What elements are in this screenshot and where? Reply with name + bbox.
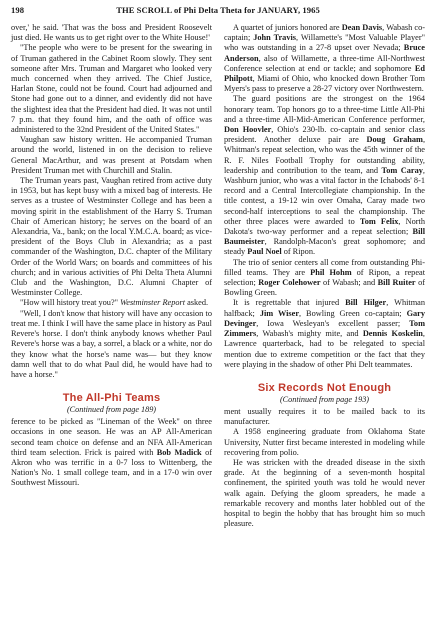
player-name: Don Hoovler	[224, 125, 272, 135]
player-name: Gary Devinger	[224, 308, 425, 328]
right-column	[224, 23, 425, 529]
paragraph: over,' he said. 'That was the boss and President Roosevelt just died. He wants us to get right over to the White House!'	[11, 23, 212, 43]
player-name: Paul Noel	[247, 247, 282, 257]
paragraph: "The people who were to be present for the swearing in of Truman gathered in the Cabinet Room slowly. They sent someone after Mrs. Truman and Margaret who looked very much concerned when they arrived. The Chief Justice, Harlan Stone, could not be found. Court had adjourned and Stone had gone out to a dinner, and evidently did not have the slightest idea that the President had died. It was not until 7 p.m. that they found him, and the oath of office was administered to the 32nd President of the United States."	[11, 43, 212, 135]
player-name: Bob Madick	[156, 447, 202, 457]
left-column	[11, 23, 212, 529]
continued-note: (Continued from page 189)	[66, 405, 157, 415]
player-name: Dean Davis	[341, 23, 383, 32]
player-name: Tom Felix	[359, 216, 399, 226]
paragraph: The guard positions are the strongest on the 1964 honorary team. Top honors go to a three-time Little All-Phi and a three-time All-Mid-American Conference performer, Don Hoovler, Ohio's 230-lb. co-captain and senior class president. Another deluxe pair are Doug Graham, Whitman's repeat selection, who was the 45th winner of the R. F. Niles Football Trophy for outstanding ability, leadership and contribution to the team, and Tom Caray, Washburn junior, who was a vital factor in the Ichabods' 8-1 record and a Central Intercollegiate championship. In the title contest, a 19-12 win over Omaha, Caray made two second-half interceptions to seal the championship. The other three places were awarded to Tom Felix, North Dakota's two-way performer and a repeat selection; Bill Baumeister, Randolph-Macon's great sophomore; and steady Paul Noel of Ripon.	[224, 94, 426, 257]
paragraph: It is regrettable that injured Bill Hilger, Whitman halfback; Jim Wiser, Bowling Green co-captain; Gary Devinger, Iowa Wesleyan's excellent passer; Tom Zimmers, Wabash's mighty mite, and Dennis Koskelin, Lawrence quarterback, had to be relegated to special mention due to extreme competition or the fact that they were playing in the shadow of other Phi Delt teammates.	[224, 298, 426, 369]
player-name: Bill Baumeister	[224, 227, 425, 247]
player-name: John Travis	[253, 33, 297, 43]
player-name: Bill Ruiter	[377, 278, 416, 288]
paragraph: ment usually requires it to be mailed back to its manufacturer.	[224, 406, 425, 427]
paragraph: A quartet of juniors honored are Dean Davis, Wabash co-captain; John Travis, Willamette's "Most Valuable Player" who was outstanding in a 27-8 upset over Nevada; Bruce Anderson, also of Willamette, a three-time All-Northwest Conference selection at end or tackle; and sophomore Ed Philpott, Miami of Ohio, who knocked down Brother Tom Myers's pass to preserve a 28-27 victory over Northwestern.	[224, 23, 425, 94]
running-title: THE SCROLL of Phi Delta Theta for JANUARY, 1965	[116, 5, 320, 15]
paragraph: "Well, I don't know that history will have any occasion to treat me. I think I will have the same place in history as Paul Revere's horse. I don't think anybody knows whether Paul Revere's horse was a bay, a sorrel, a black or a white, nor do they know what the horse's name was— but they know damn well that to do what Paul did, he would have had to have a horse."	[11, 308, 212, 379]
player-name: Phil Hohm	[310, 267, 352, 277]
player-name: Doug Graham	[366, 135, 423, 145]
running-head	[11, 5, 425, 19]
player-name: Ed Philpott	[224, 63, 425, 84]
page-number: 198	[11, 5, 25, 15]
paragraph: The trio of senior centers all come from outstanding Phi-filled teams. They are Phil Hohm of Ripon, a repeat selection; Roger Colehower of Wabash; and Bill Ruiter of Bowling Green.	[224, 257, 425, 298]
columns	[11, 23, 425, 529]
player-name: Bill Hilger	[345, 298, 387, 308]
paragraph: He was stricken with the dreaded disease in the sixth grade. At the beginning of a seven-month hospital confinement, the spirited youth was told he would never walk again. Defying the gloom spreaders, he made a remarkable recovery and months later hobbled out of the hospital to begin the hobby that has brought him so much pleasure.	[224, 457, 425, 529]
player-name: Bruce Anderson	[224, 43, 425, 63]
player-name: Jim Wiser	[259, 308, 300, 318]
paragraph: A 1958 engineering graduate from Oklahoma State University, Nutter first became interested in modeling while recovering from polio.	[224, 427, 425, 457]
section-title-six-records: Six Records Not Enough	[257, 381, 392, 394]
player-name: Tom Zimmers	[224, 318, 425, 339]
paragraph: Vaughan saw history written. He accompanied Truman around the world, listened in on the decision to relieve General MacArthur, and was present at Potsdam when President Truman met with Churchill and Stalin.	[11, 135, 212, 175]
player-name: Roger Colehower	[258, 278, 321, 288]
paragraph: ference to be picked as "Lineman of the Week" on three occasions in one season. He was an AP All-American second team choice on defense and an NFA All-American third team selection. Frick is paired with Bob Madick of Akron who was terrific in a 0-7 loss to Wittenberg, the Nation's No. 1 small college team, and in a 17-0 win over Southwest Missouri.	[11, 417, 212, 488]
paragraph: The Truman years past, Vaughan retired from active duty in 1953, but has kept busy with a mixed bag of interests. He serves as a trustee of Westminster College and has been a moving spirit in the establishment of the Harry S. Truman Chair of American history; he serves on the board of an Alexandria, Va., bank; on the local Y.M.C.A. board; as vice-president of the Boys Club in Alexandria; as a past commander of the Washington, D.C. chapter of the Military Order of the World Wars; on boards and committees of his church; and in various activities of Phi Delta Theta Alumni Club and the Washington, D.C. Alumni Chapter of Westminster College.	[11, 176, 212, 298]
publication-title: Westminster Report	[120, 298, 186, 308]
paragraph: "How will history treat you?" Westminster Report asked.	[20, 298, 209, 308]
continued-note: (Continued from page 193)	[279, 394, 370, 404]
player-name: Dennis Koskelin	[362, 329, 423, 339]
player-name: Tom Caray	[381, 165, 423, 175]
section-title-all-phi: The All-Phi Teams	[62, 392, 161, 405]
